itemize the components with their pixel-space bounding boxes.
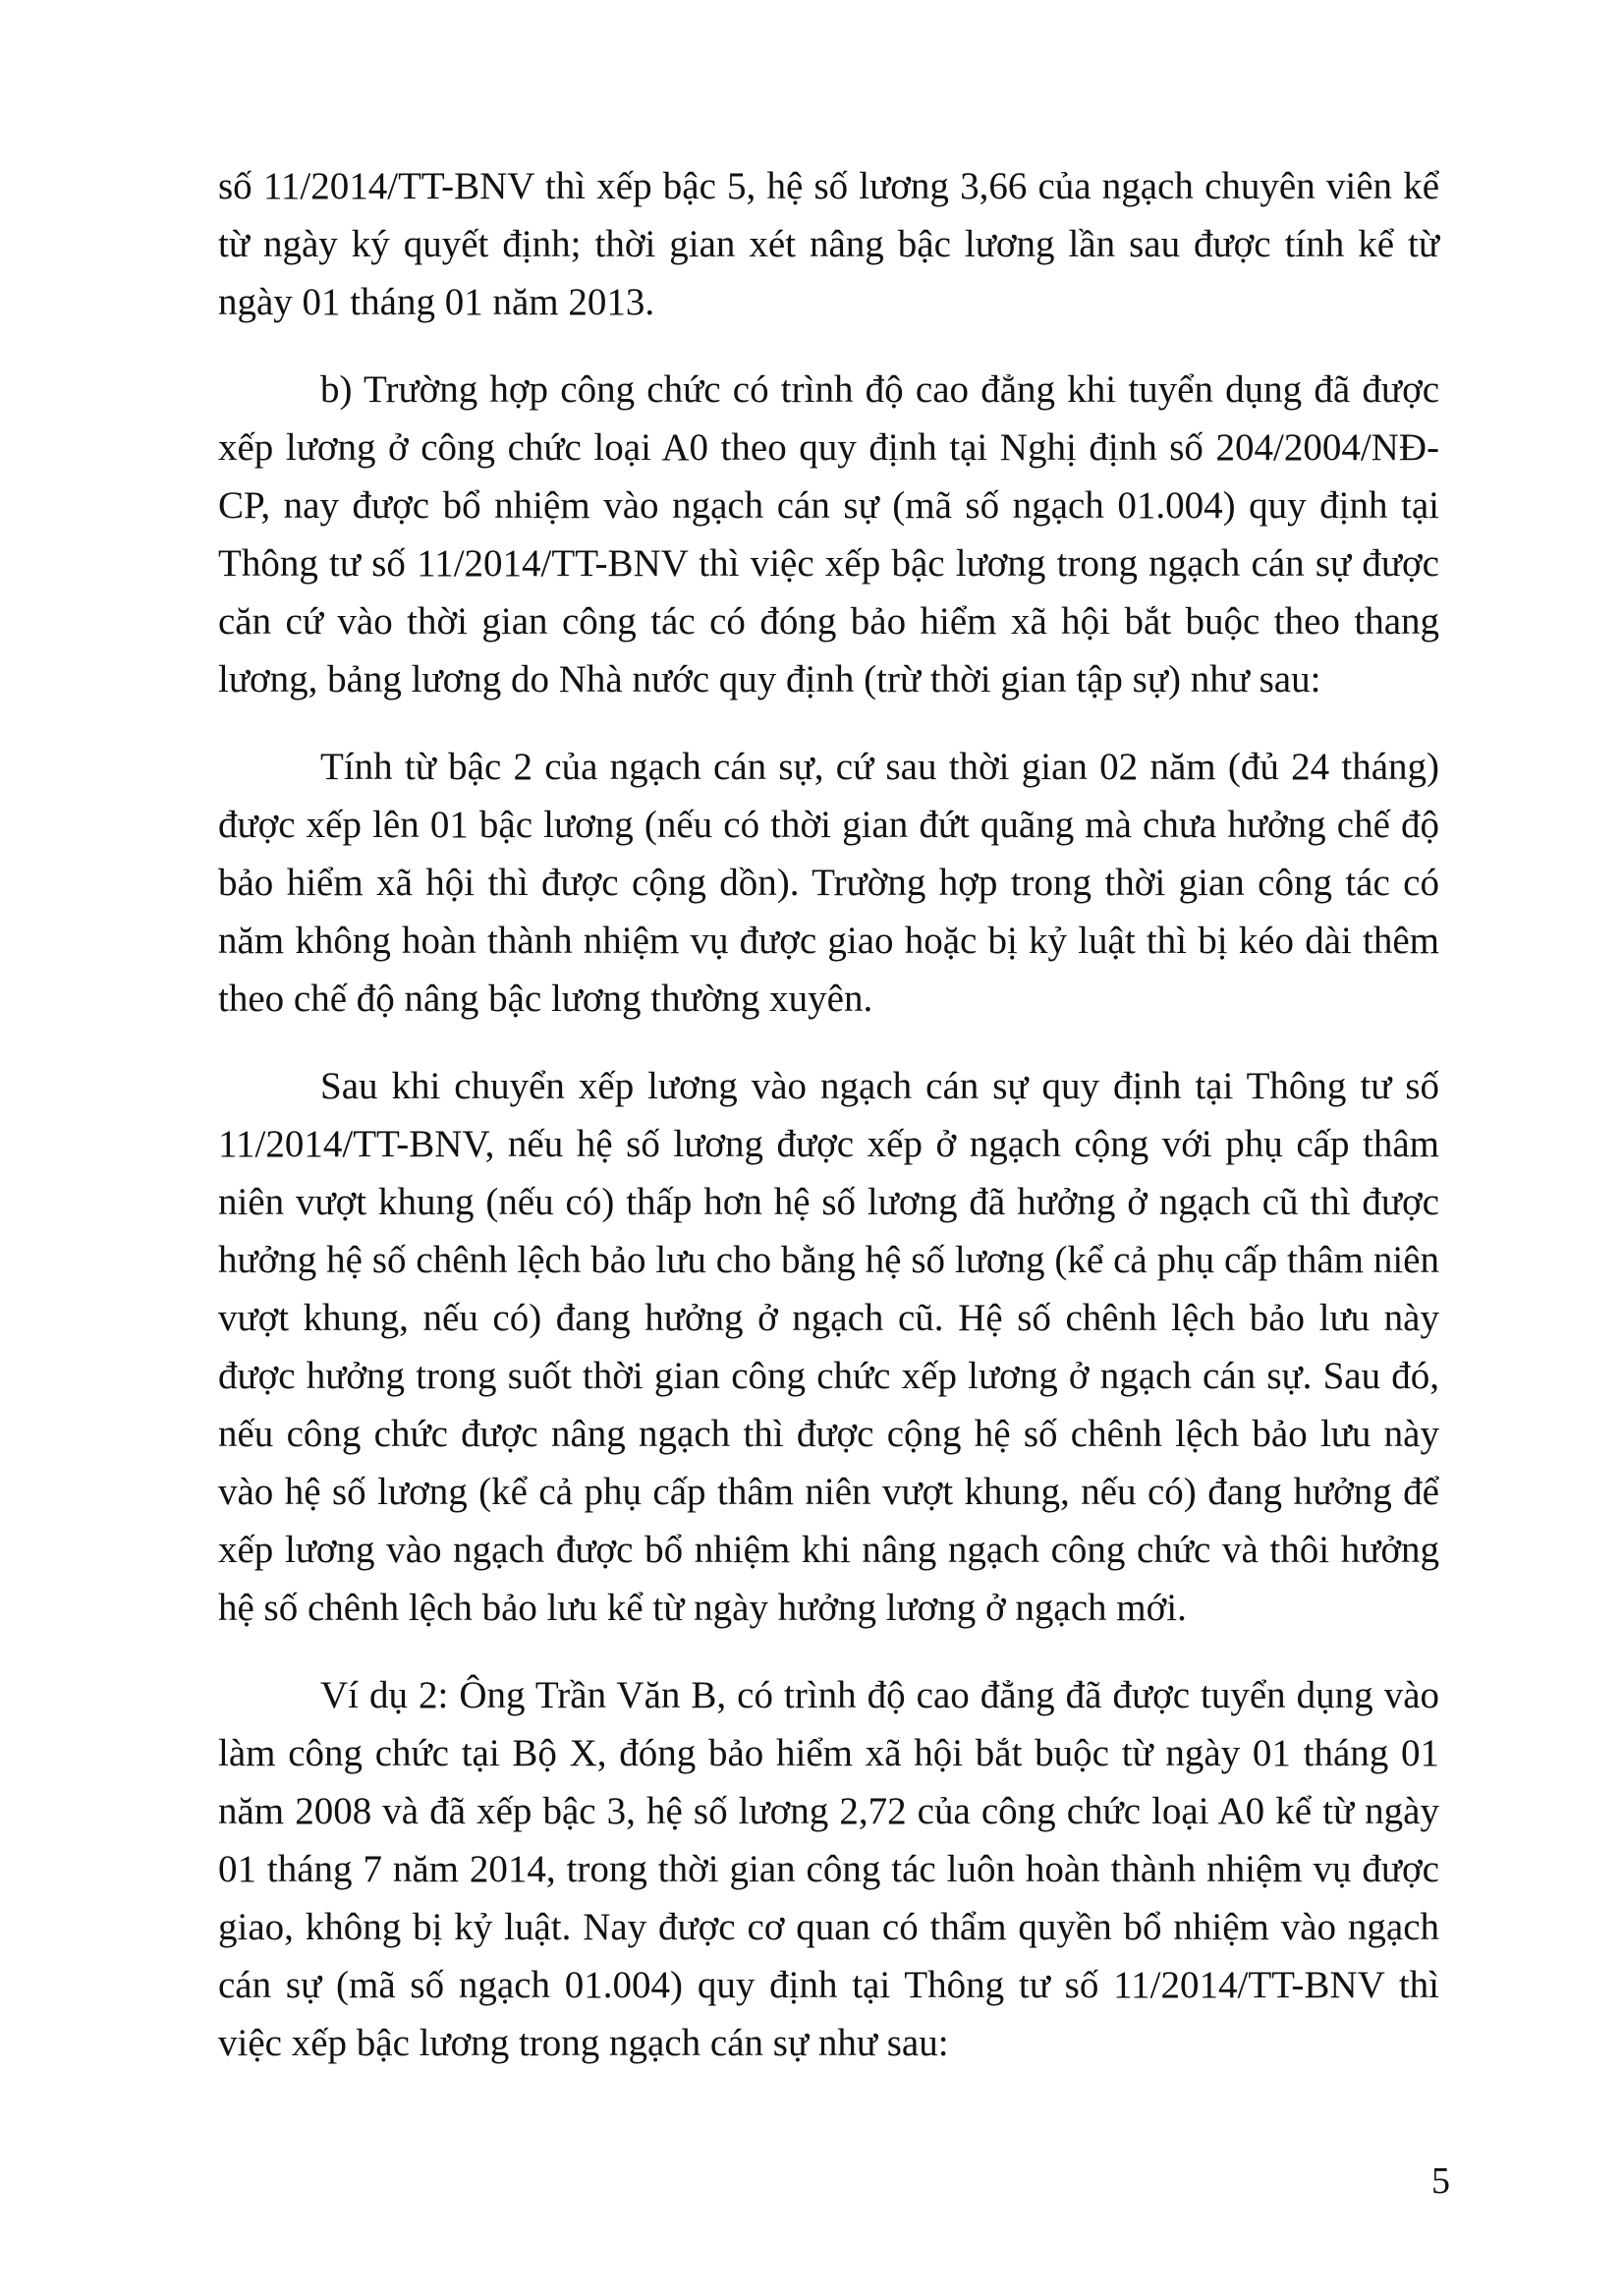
document-body [218,157,1439,2072]
paragraph-section-b: b) Trường hợp công chức có trình độ cao đẳng khi tuyển dụng đã được xếp lương ở công chức loại A0 theo quy định tại Nghị định số 204/2004/NĐ-CP, nay được bổ nhiệm vào ngạch cán sự (mã số ngạch 01.004) quy định tại Thông tư số 11/2014/TT-BNV thì việc xếp bậc lương trong ngạch cán sự được căn cứ vào thời gian công tác có đóng bảo hiểm xã hội bắt buộc theo thang lương, bảng lương do Nhà nước quy định (trừ thời gian tập sự) như sau: [218,368,1439,700]
paragraph-reserved-coefficient: Sau khi chuyển xếp lương vào ngạch cán sự quy định tại Thông tư số 11/2014/TT-BNV, nếu hệ số lương được xếp ở ngạch cộng với phụ cấp thâm niên vượt khung (nếu có) thấp hơn hệ số lương đã hưởng ở ngạch cũ thì được hưởng hệ số chênh lệch bảo lưu cho bằng hệ số lương (kể cả phụ cấp thâm niên vượt khung, nếu có) đang hưởng ở ngạch cũ. Hệ số chênh lệch bảo lưu này được hưởng trong suốt thời gian công chức xếp lương ở ngạch cán sự. Sau đó, nếu công chức được nâng ngạch thì được cộng hệ số chênh lệch bảo lưu này vào hệ số lương (kể cả phụ cấp thâm niên vượt khung, nếu có) đang hưởng để xếp lương vào ngạch được bổ nhiệm khi nâng ngạch công chức và thôi hưởng hệ số chênh lệch bảo lưu kể từ ngày hưởng lương ở ngạch mới. [218,1065,1439,1629]
paragraph-example-2: Ví dụ 2: Ông Trần Văn B, có trình độ cao đẳng đã được tuyển dụng vào làm công chức tại Bộ X, đóng bảo hiểm xã hội bắt buộc từ ngày 01 tháng 01 năm 2008 và đã xếp bậc 3, hệ số lương 2,72 của công chức loại A0 kể từ ngày 01 tháng 7 năm 2014, trong thời gian công tác luôn hoàn thành nhiệm vụ được giao, không bị kỷ luật. Nay được cơ quan có thẩm quyền bổ nhiệm vào ngạch cán sự (mã số ngạch 01.004) quy định tại Thông tư số 11/2014/TT-BNV thì việc xếp bậc lương trong ngạch cán sự như sau: [218,1674,1439,2064]
page-number: 5 [1431,2160,1450,2202]
paragraph-continuation: số 11/2014/TT-BNV thì xếp bậc 5, hệ số lương 3,66 của ngạch chuyên viên kể từ ngày ký quyết định; thời gian xét nâng bậc lương lần sau được tính kể từ ngày 01 tháng 01 năm 2013. [218,165,1439,323]
paragraph-salary-rule: Tính từ bậc 2 của ngạch cán sự, cứ sau thời gian 02 năm (đủ 24 tháng) được xếp lên 01 bậc lương (nếu có thời gian đứt quãng mà chưa hưởng chế độ bảo hiểm xã hội thì được cộng dồn). Trường hợp trong thời gian công tác có năm không hoàn thành nhiệm vụ được giao hoặc bị kỷ luật thì bị kéo dài thêm theo chế độ nâng bậc lương thường xuyên. [218,746,1439,1020]
